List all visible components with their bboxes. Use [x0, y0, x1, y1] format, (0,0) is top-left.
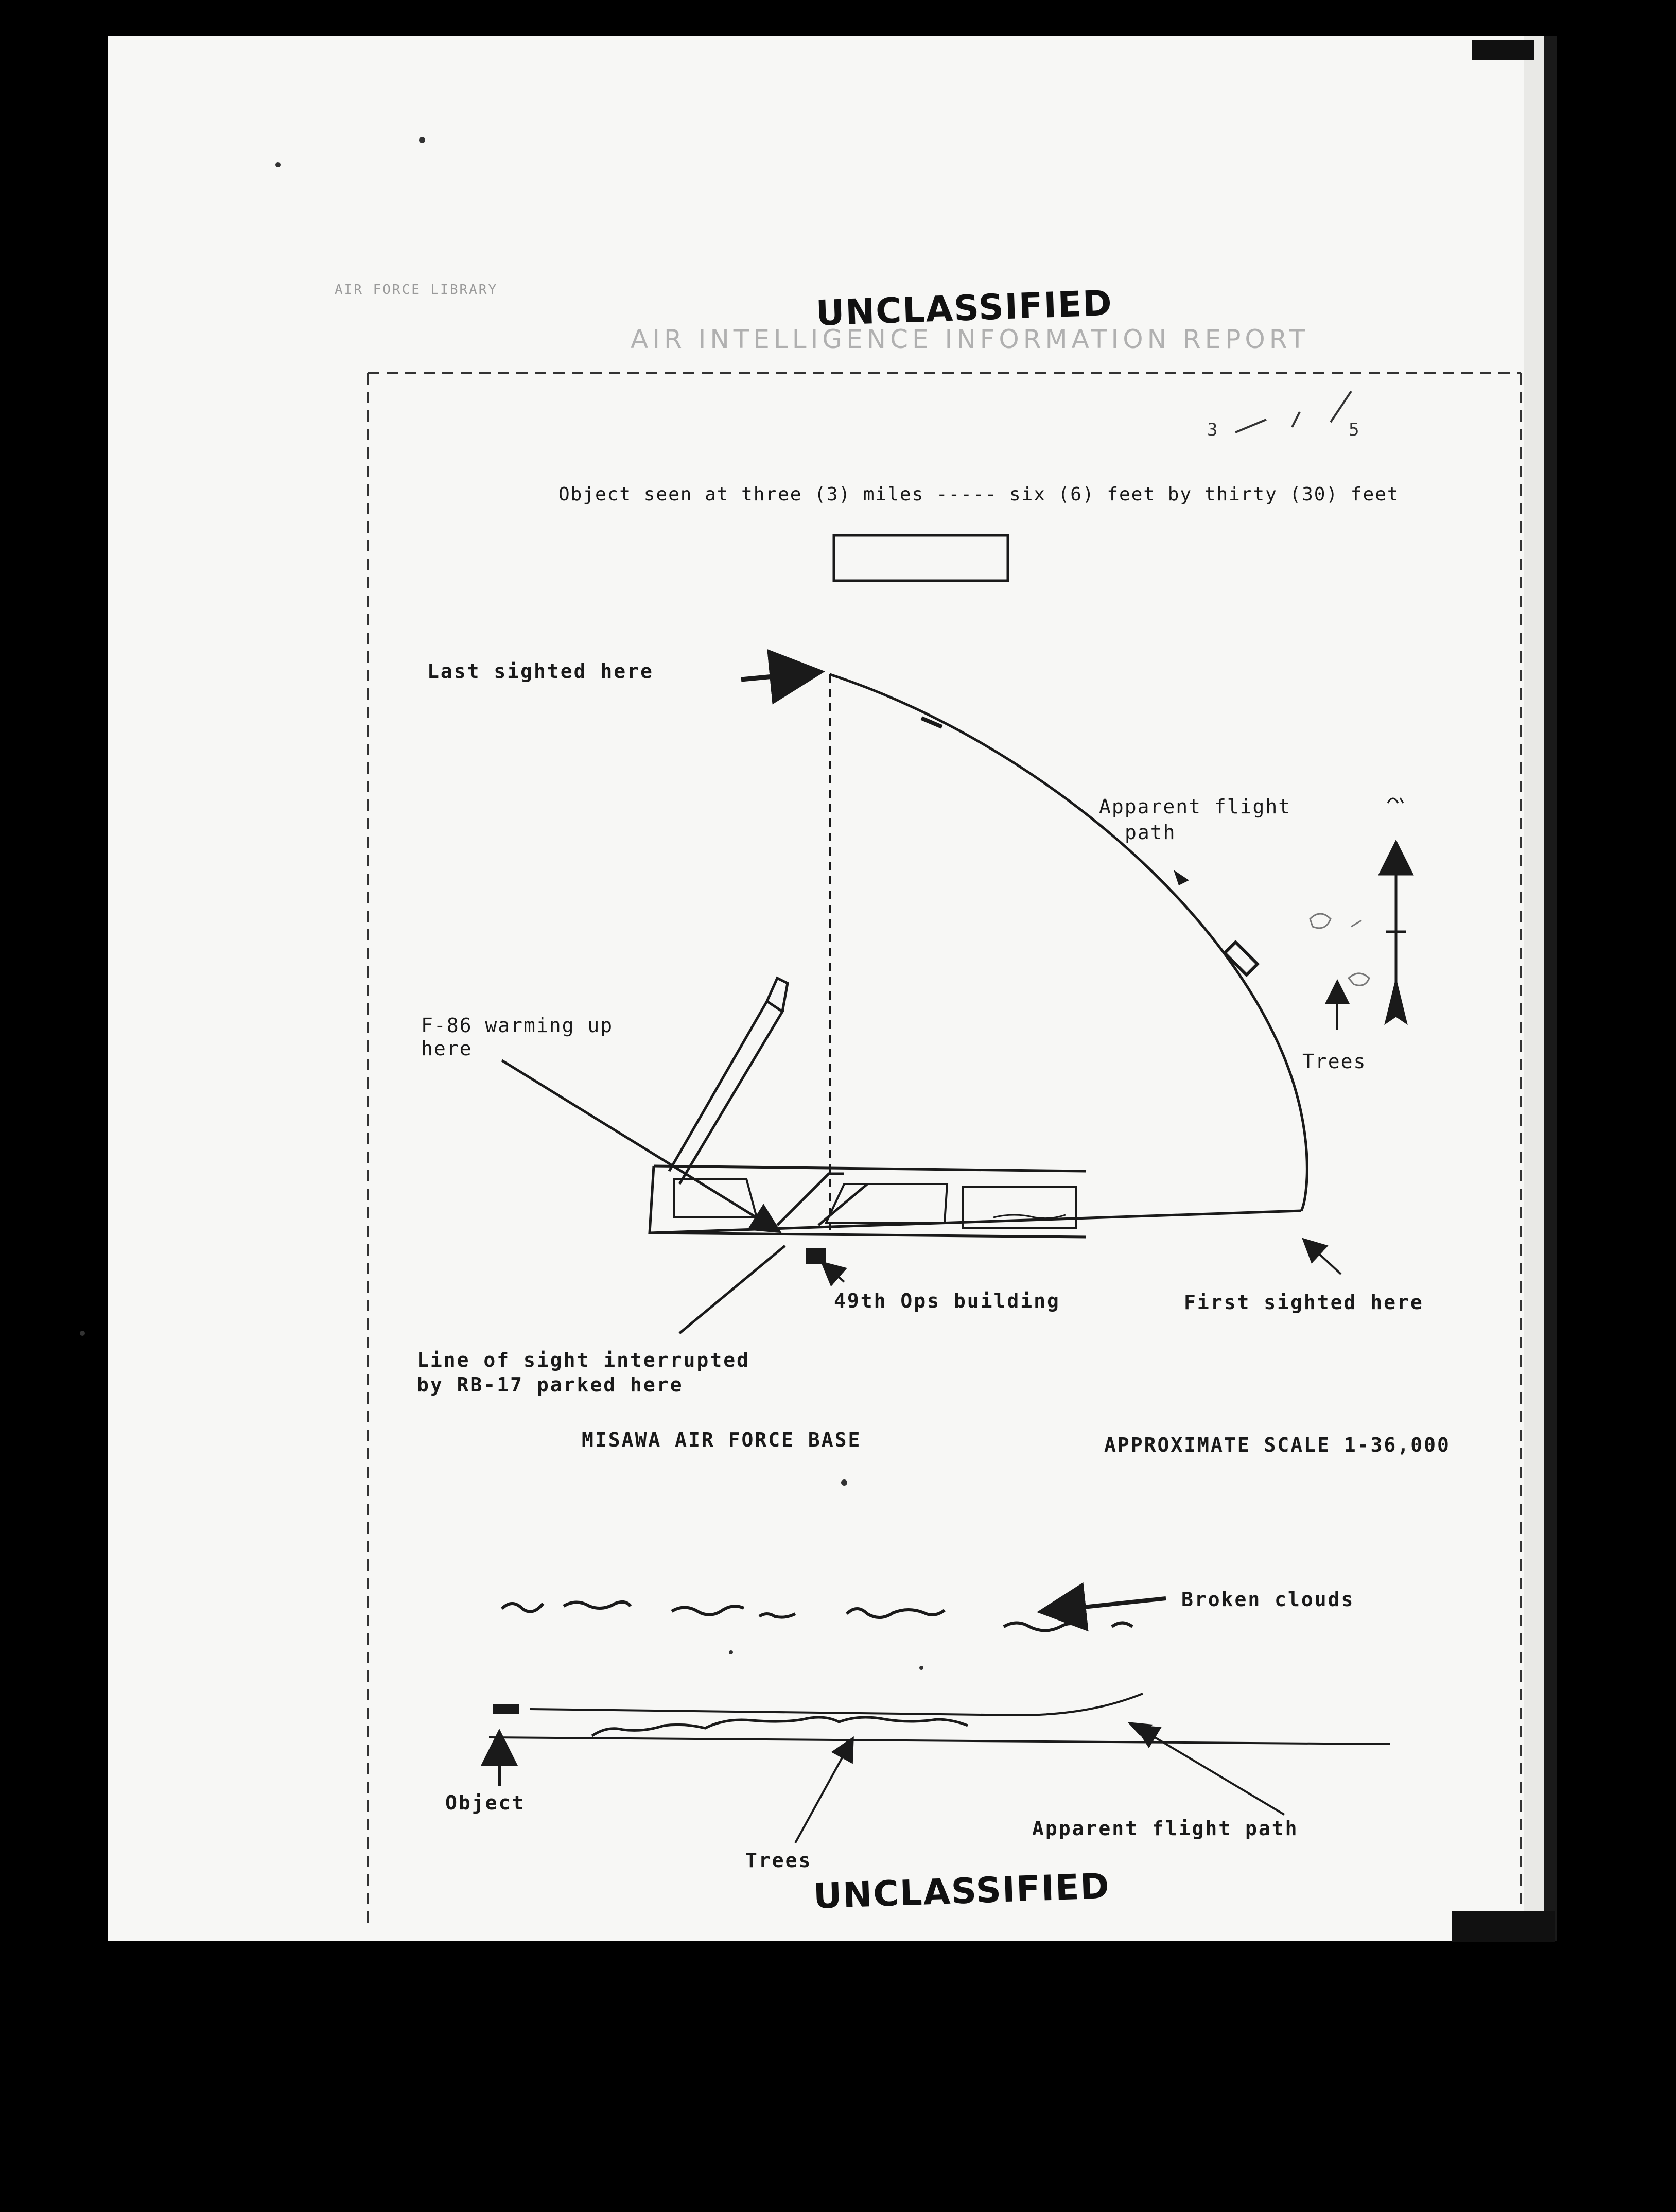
- classification-stamp-top: UNCLASSIFIED: [815, 283, 1114, 335]
- f86-label-2: here: [421, 1037, 473, 1060]
- trees-label-profile: Trees: [745, 1849, 812, 1872]
- apparent-flight-path-label-2: path: [1125, 821, 1176, 844]
- apparent-flight-path-label-1: Apparent flight: [1099, 795, 1291, 818]
- page-number-slashes: [1235, 391, 1351, 432]
- base-name: MISAWA AIR FORCE BASE: [582, 1429, 862, 1451]
- broken-clouds: [502, 1602, 1132, 1631]
- report-frame: [368, 373, 1521, 1925]
- page-ref-right: 5: [1349, 420, 1359, 440]
- line-of-sight-pointer: [679, 1246, 785, 1333]
- ops-building: [806, 1248, 826, 1264]
- first-sighted-pointer: [1305, 1241, 1341, 1274]
- f86-label-1: F-86 warming up: [421, 1014, 614, 1037]
- trees-profile-pointer: [795, 1740, 852, 1843]
- approximate-scale: APPROXIMATE SCALE 1-36,000: [1104, 1434, 1451, 1456]
- top-left-marking: AIR FORCE LIBRARY: [335, 282, 498, 298]
- broken-clouds-label: Broken clouds: [1181, 1588, 1355, 1611]
- trees-label-map: Trees: [1302, 1050, 1367, 1073]
- object-size-rectangle: [834, 535, 1008, 581]
- flight-path-profile-pointer: [1138, 1727, 1284, 1815]
- profile-view: [489, 1694, 1390, 1744]
- ops-building-label: 49th Ops building: [834, 1290, 1060, 1312]
- broken-clouds-arrow: [1045, 1598, 1166, 1611]
- trees-symbols: [1310, 914, 1369, 1004]
- classification-stamp-bottom: UNCLASSIFIED: [812, 1866, 1111, 1918]
- ops-building-pointer: [824, 1264, 844, 1282]
- line-of-sight-label-2: by RB-17 parked here: [417, 1373, 684, 1396]
- airfield-layout: [650, 978, 1301, 1237]
- first-sighted-label: First sighted here: [1184, 1291, 1424, 1314]
- last-sighted-arrow: [741, 672, 816, 680]
- north-arrow: [1378, 798, 1413, 1024]
- f86-pointer: [502, 1060, 777, 1230]
- object-label: Object: [445, 1791, 526, 1814]
- direction-marker-2: [1225, 942, 1258, 975]
- form-title: AIR INTELLIGENCE INFORMATION REPORT: [631, 324, 1310, 354]
- line-of-sight-label-1: Line of sight interrupted: [417, 1349, 750, 1371]
- last-sighted-label: Last sighted here: [427, 660, 654, 683]
- direction-marker-1: [1174, 870, 1189, 885]
- sighting-description: Object seen at three (3) miles ----- six (6) feet by thirty (30) feet: [558, 484, 1400, 505]
- profile-object: [493, 1704, 519, 1714]
- apparent-flight-path-profile-label: Apparent flight path: [1032, 1817, 1299, 1840]
- page-ref-left: 3: [1207, 420, 1218, 440]
